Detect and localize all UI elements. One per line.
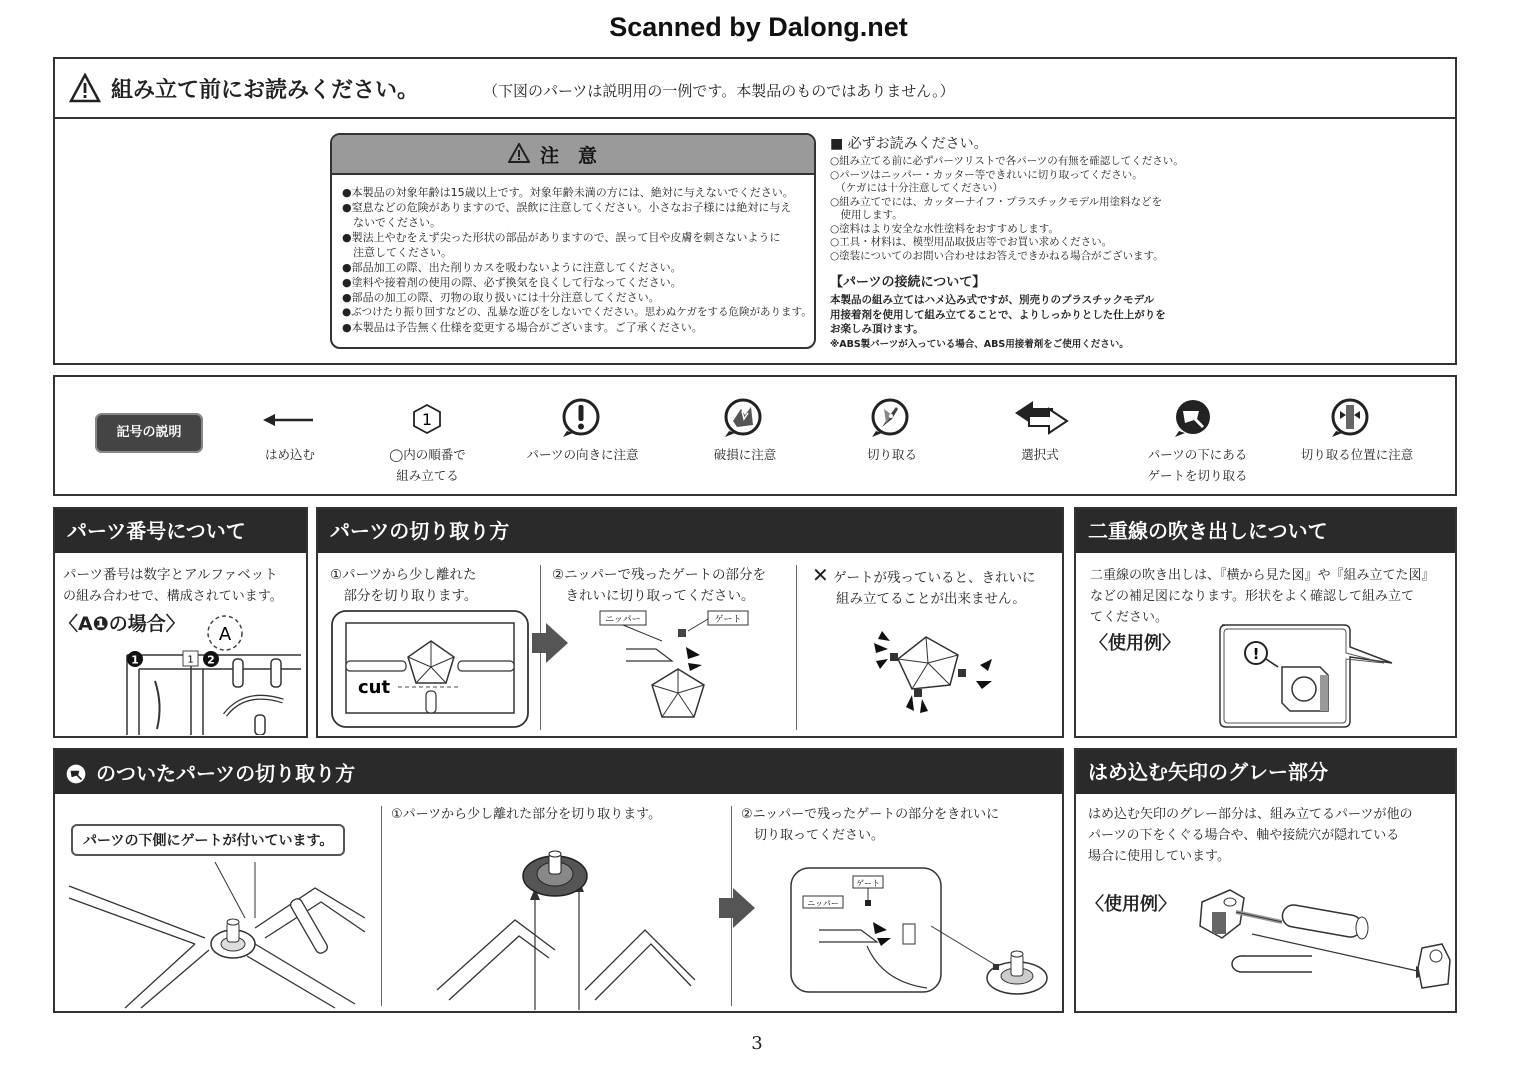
part-number-text: パーツ番号は数字とアルファベット の組み合わせで、構成されています。	[63, 567, 283, 604]
cut-step1-text: ①パーツから少し離れた 部分を切り取ります。	[330, 567, 478, 604]
symbol-label: 選択式	[1021, 447, 1059, 462]
gate-parts-title: のついたパーツの切り取り方	[95, 761, 356, 786]
symbol-label: 切り取る	[866, 447, 917, 462]
divider	[381, 806, 382, 1006]
warning-triangle-icon	[69, 73, 101, 103]
caution-header	[332, 135, 814, 175]
read-first-subtitle: （下図のパーツは説明用の一例です。本製品のものではありません。）	[483, 82, 955, 100]
connection-text: お楽しみ頂けます。	[830, 323, 924, 335]
gate-under-icon	[65, 763, 87, 785]
gray-arrow-example: 〈使用例〉	[1086, 894, 1176, 915]
gate-step2-illustration	[787, 866, 1059, 996]
symbol-legend	[53, 375, 1457, 496]
cut-step2-illustration	[596, 609, 786, 729]
part-number-panel	[53, 507, 308, 738]
double-line-example: 〈使用例〉	[1090, 633, 1180, 654]
must-read-item: ○工具・材料は、模型用品取扱店等でお買い求めください。	[830, 236, 1113, 248]
cut-method-panel	[316, 507, 1064, 738]
part-number-example: 〈A❶の場合〉	[59, 613, 185, 635]
svg-text:ニッパー: ニッパー	[807, 899, 839, 908]
caution-item: ●塗料や接着剤の使用の際、必ず換気を良くして行なってください。	[342, 276, 682, 289]
must-read-section	[830, 133, 1440, 353]
gate-runner-illustration	[65, 858, 380, 1010]
caution-list	[342, 185, 812, 335]
step-arrow-icon	[530, 621, 570, 665]
must-read-item: ○組み立てる前に必ずパーツリストで各パーツの有無を確認してください。	[830, 155, 1184, 167]
svg-text:2: 2	[207, 653, 215, 667]
caution-item: ●部品の加工の際、刃物の取り扱いには十分注意してください。	[342, 291, 660, 304]
exclamation-circle-icon	[561, 397, 601, 437]
symbol-label: はめ込む	[264, 447, 315, 462]
must-read-item: ○組み立てでには、カッターナイフ・プラスチックモデル用塗料などを	[830, 195, 1163, 208]
cut-step1-illustration	[328, 609, 538, 729]
must-read-item: ○塗料はより安全な水性塗料をおすすめします。	[830, 222, 1059, 235]
hexagon-number-icon	[411, 403, 443, 435]
caution-box	[330, 133, 816, 349]
cut-step2-text: ②ニッパーで残ったゲートの部分を きれいに切り取ってください。	[552, 567, 767, 604]
runner-letter: A	[218, 624, 232, 645]
double-line-title: 二重線の吹き出しについて	[1076, 509, 1455, 553]
gate-step1-illustration	[435, 840, 725, 1010]
symbol-label: ◯内の順番で 組み立てる	[389, 447, 466, 483]
break-icon	[723, 397, 763, 437]
gray-arrow-title: はめ込む矢印のグレー部分	[1076, 750, 1455, 794]
svg-text:ニッパー: ニッパー	[605, 615, 641, 625]
gate-under-icon	[1173, 397, 1213, 437]
symbol-label: 切り取る位置に注意	[1300, 447, 1414, 462]
nipper-icon	[870, 397, 910, 437]
read-first-box	[53, 57, 1457, 365]
svg-text:!: !	[1252, 645, 1260, 663]
double-arrow-icon	[1013, 399, 1069, 435]
symbol-label: パーツの下にある ゲートを切り取る	[1147, 447, 1248, 483]
arrow-left-icon	[261, 407, 317, 433]
svg-text:ゲート: ゲート	[856, 879, 880, 888]
symbol-label: 破損に注意	[713, 447, 777, 462]
must-read-title: ■ 必ずお読みください。	[830, 136, 988, 152]
must-read-item: ○塗装についてのお問い合わせはお答えできかねる場合がございます。	[830, 249, 1164, 262]
cut-position-icon	[1330, 397, 1370, 437]
caution-item: ●本製品の対象年齢は15歳以上です。対象年齢未満の方には、絶対に与えないでください。	[342, 186, 794, 199]
symbol-badge: 記号の説明	[95, 413, 203, 453]
must-read-item: 使用します。	[830, 209, 903, 221]
connection-text: 本製品の組み立てはハメ込み式ですが、別売りのプラスチックモデル	[830, 294, 1155, 306]
cut-ng-text: ✕ ゲートが残っていると、きれいに 組み立てることが出来ません。	[812, 563, 1036, 607]
part-number-title: パーツ番号について	[55, 509, 306, 553]
svg-text:1: 1	[131, 653, 139, 667]
ng-mark: ✕	[812, 563, 829, 587]
gate-parts-panel	[53, 748, 1064, 1013]
gray-arrow-panel	[1074, 748, 1457, 1013]
gate-step2-text: ②ニッパーで残ったゲートの部分をきれいに 切り取ってください。	[741, 807, 1000, 843]
page-number: 3	[751, 1033, 763, 1054]
gate-step1-text: ①パーツから少し離れた部分を切り取ります。	[391, 807, 662, 822]
must-read-item: （ケガには十分注意してください）	[830, 182, 1004, 194]
abs-note: ※ABS製パーツが入っている場合、ABS用接着剤をご使用ください。	[830, 338, 1129, 350]
gate-parts-header	[55, 750, 1062, 794]
read-first-header	[55, 59, 1455, 119]
double-line-text: 二重線の吹き出しは、『横から見た図』や『組み立てた図』 などの補足図になります。形状をよく確認して組み立て てください。	[1090, 568, 1435, 625]
symbol-label: パーツの向きに注意	[526, 447, 639, 462]
caution-item: ●窒息などの危険がありますので、誤飲に注意してください。小さなお子様には絶対に与え	[342, 201, 792, 214]
scan-label: Scanned by Dalong.net	[609, 12, 908, 42]
double-line-panel	[1074, 507, 1457, 738]
cut-ng-illustration	[868, 619, 998, 719]
caution-item: ●部品加工の際、出た削りカスを吸わないように注意してください。	[342, 261, 682, 274]
caution-title: 注 意	[540, 145, 598, 167]
caution-item: ●製法上やむをえず尖った形状の部品がありますので、誤って目や皮膚を刺さないように	[342, 231, 781, 244]
svg-text:ゲート: ゲート	[714, 615, 742, 625]
double-line-illustration	[1216, 623, 1396, 729]
gray-arrow-illustration	[1186, 884, 1456, 1009]
gray-arrow-text: はめ込む矢印のグレー部分は、組み立てるパーツが他の パーツの下をくぐる場合や、軸や接続穴が隠れている 場合に使用しています。	[1088, 807, 1413, 864]
svg-text:1: 1	[187, 654, 194, 666]
caution-item: ●本製品は予告無く仕様を変更する場合がございます。ご了承ください。	[342, 321, 703, 334]
caution-item: 注意してください。	[342, 246, 452, 259]
runner-illustration	[105, 615, 306, 735]
read-first-title: 組み立て前にお読みください。	[111, 78, 420, 103]
svg-text:1: 1	[421, 410, 433, 429]
step-arrow-icon	[717, 886, 757, 930]
cut-label: cut	[358, 677, 391, 698]
caution-item: ●ぶつけたり振り回すなどの、乱暴な遊びをしないでください。思わぬケガをする危険があります。	[342, 306, 812, 318]
must-read-item: ○パーツはニッパー・カッター等できれいに切り取ってください。	[830, 168, 1143, 181]
connection-text: 用接着剤を使用して組み立てることで、よりしっかりとした仕上がりを	[830, 308, 1166, 321]
gate-callout: パーツの下側にゲートが付いています。	[71, 824, 345, 856]
connection-title: 【パーツの接続について】	[830, 275, 986, 290]
warning-triangle-icon	[508, 143, 530, 163]
caution-item: ないでください。	[342, 216, 441, 229]
cut-method-title: パーツの切り取り方	[318, 509, 1062, 553]
